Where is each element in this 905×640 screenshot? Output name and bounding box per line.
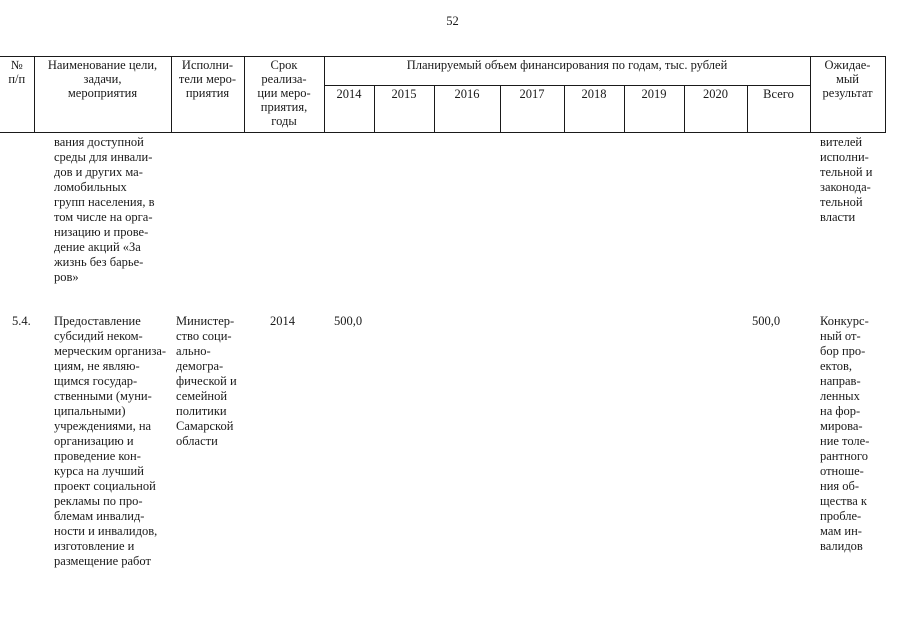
header-number: № п/п (0, 57, 34, 133)
header-year-2016: 2016 (434, 86, 500, 133)
continuation-result: вителей исполни- тельной и законода- тельной власти (820, 135, 873, 224)
header-financing: Планируемый объем финансирования по годам, тыс. рублей (324, 57, 810, 86)
header-executor: Исполни- тели меро- приятия (171, 57, 244, 133)
header-result: Ожидае- мый результат (810, 57, 885, 133)
row-5-4-term: 2014 (270, 314, 295, 328)
row-5-4-result: Конкурс- ный от- бор про- ектов, направ- ленных на фор- мирова- ние толе- рантного отноше- ния об- щества к пробле- мам ин- валидов (820, 314, 870, 553)
row-5-4-number: 5.4. (12, 314, 31, 328)
row-5-4-executor: Министер- ство соци- ально- демогра- фической и семейной политики Самарской области (176, 314, 237, 448)
row-5-4-amount-2014: 500,0 (334, 314, 363, 328)
page-number: 52 (446, 14, 459, 28)
header-year-2018: 2018 (564, 86, 624, 133)
header-term: Срок реализа- ции меро- приятия, годы (244, 57, 324, 133)
row-5-4-name: Предоставление субсидий неком- мерческим организа- циям, не являю- щимся государ- ственными (муни- ципальными) учреждениями, на организацию и проведение кон- курса на лучший проект социальной рекламы по про- блемам инвалид- ности и инвалидов, изготовление и размещение работ (54, 314, 167, 568)
header-year-2015: 2015 (374, 86, 434, 133)
header-year-2020: 2020 (684, 86, 747, 133)
row-5-4-total: 500,0 (752, 314, 781, 328)
header-year-2014: 2014 (324, 86, 374, 133)
header-name: Наименование цели, задачи, мероприятия (34, 57, 171, 133)
header-year-2017: 2017 (500, 86, 564, 133)
header-year-2019: 2019 (624, 86, 684, 133)
continuation-name: вания доступной среды для инвали- дов и других ма- ломобильных групп населения, в том числе на орга- низацию и прове- дение акций «За жизнь без барье- ров» (54, 135, 155, 284)
financing-table-header (0, 56, 886, 133)
header-total: Всего (747, 86, 810, 133)
